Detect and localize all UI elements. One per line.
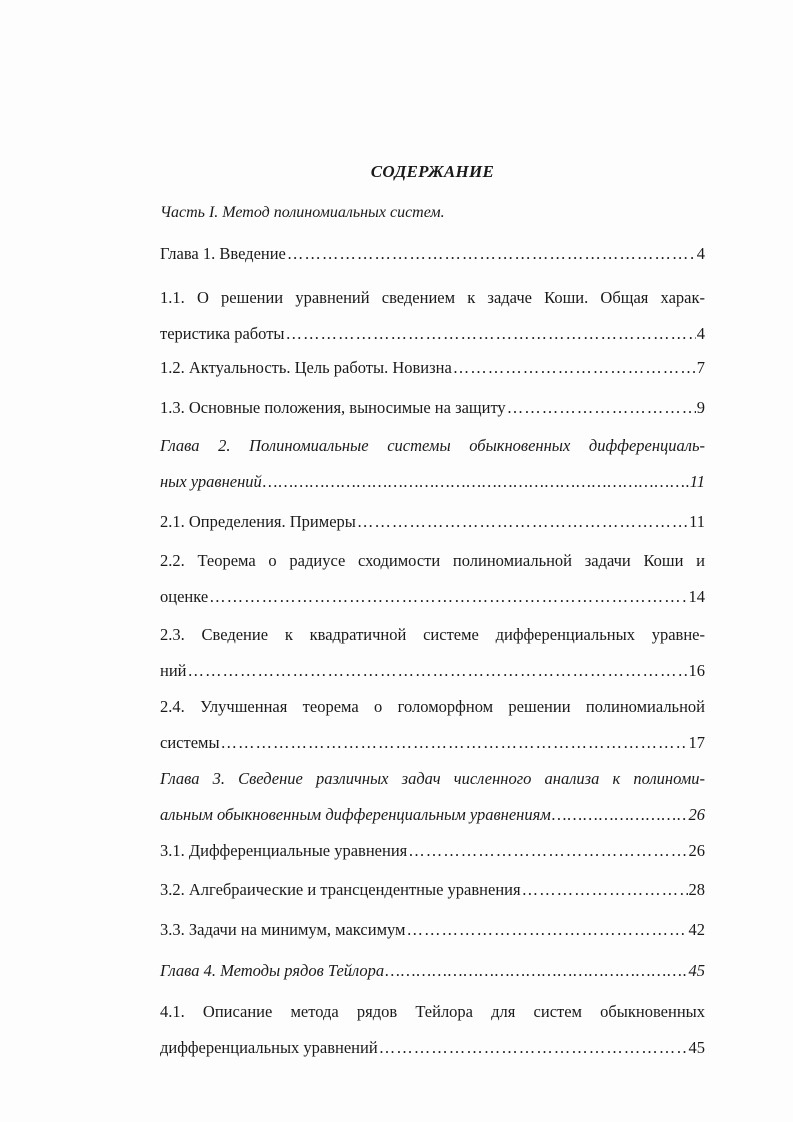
leader-dots: [287, 236, 696, 272]
toc-line: [160, 390, 705, 426]
toc-entry-chapter-3[interactable]: [160, 761, 705, 833]
page-number: 7: [696, 358, 705, 377]
toc-entry-text: 1.3. Основные положения, выносимые на защиту: [160, 398, 506, 417]
toc-entry-chapter-2[interactable]: [160, 428, 705, 500]
toc-entry-text: альным обыкновенным дифференциальным уравнениям: [160, 805, 551, 824]
page-number: 45: [688, 1038, 705, 1057]
leader-dots: [522, 872, 688, 908]
page-number: 28: [688, 880, 705, 899]
toc-line: [160, 653, 705, 689]
toc-entry-1-2[interactable]: [160, 350, 705, 386]
toc-entry-chapter-4[interactable]: [160, 953, 705, 989]
toc-line: Глава 2. Полиномиальные системы обыкновенных дифференциаль-: [160, 436, 705, 455]
leader-dots: [286, 316, 696, 352]
toc-entry-text: дифференциальных уравнений: [160, 1038, 378, 1057]
toc-entry-2-2[interactable]: [160, 543, 705, 615]
toc-entry-text: 2.1. Определения. Примеры: [160, 512, 356, 531]
toc-line: 4.1. Описание метода рядов Тейлора для систем обыкновенных: [160, 1002, 705, 1021]
toc-line: Глава 3. Сведение различных задач численного анализа к полиноми-: [160, 769, 705, 788]
toc-line: [160, 579, 705, 615]
leader-dots: [357, 504, 688, 540]
page-number: 11: [689, 472, 705, 491]
toc-line: [160, 464, 705, 500]
toc-line: 2.2. Теорема о радиусе сходимости полиномиальной задачи Коши и: [160, 551, 705, 570]
toc-line: [160, 504, 705, 540]
toc-line: [160, 953, 705, 989]
page-number: 26: [688, 805, 705, 824]
leader-dots: [221, 725, 688, 761]
toc-entry-3-2[interactable]: [160, 872, 705, 908]
toc-line: [160, 236, 705, 272]
leader-dots: [379, 1030, 688, 1066]
toc-entry-3-1[interactable]: [160, 833, 705, 869]
leader-dots: [209, 579, 687, 615]
toc-line: [160, 872, 705, 908]
toc-entry-1-1[interactable]: [160, 280, 705, 352]
leader-dots: [552, 797, 688, 833]
toc-line: [160, 350, 705, 386]
toc-line: [160, 912, 705, 948]
toc-entry-text: системы: [160, 733, 220, 752]
leader-dots: [263, 464, 689, 500]
toc-entry-text: ний: [160, 661, 187, 680]
page-number: 42: [688, 920, 705, 939]
toc-entry-2-1[interactable]: [160, 504, 705, 540]
leader-dots: [507, 390, 696, 426]
page-number: 16: [688, 661, 705, 680]
toc-line: 2.3. Сведение к квадратичной системе дифференциальных уравне-: [160, 625, 705, 644]
toc-entry-text: оценке: [160, 587, 209, 606]
toc-line: [160, 833, 705, 869]
toc-entry-3-3[interactable]: [160, 912, 705, 948]
toc-entry-text: ных уравнений: [160, 472, 262, 491]
page-number: 26: [688, 841, 705, 860]
page-number: 9: [696, 398, 705, 417]
toc-entry-text: теристика работы: [160, 324, 285, 343]
toc-entry-text: Глава 1. Введение: [160, 244, 286, 263]
toc-entry-chapter-1[interactable]: [160, 236, 705, 272]
toc-line: [160, 1030, 705, 1066]
toc-entry-text: 1.2. Актуальность. Цель работы. Новизна: [160, 358, 452, 377]
leader-dots: [453, 350, 696, 386]
leader-dots: [188, 653, 688, 689]
toc-entry-4-1[interactable]: [160, 994, 705, 1066]
page-number: 14: [688, 587, 705, 606]
toc-entry-text: Глава 4. Методы рядов Тейлора: [160, 961, 385, 980]
toc-entry-1-3[interactable]: [160, 390, 705, 426]
page-number: 4: [696, 324, 705, 343]
toc-entry-text: 3.3. Задачи на минимум, максимум: [160, 920, 406, 939]
toc-entry-2-3[interactable]: [160, 617, 705, 689]
toc-line: [160, 797, 705, 833]
toc-line: 2.4. Улучшенная теорема о голоморфном решении полиномиальной: [160, 697, 705, 716]
page-number: 45: [688, 961, 705, 980]
page-number: 11: [689, 512, 705, 531]
page-number: 17: [688, 733, 705, 752]
part-heading: Часть I. Метод полиномиальных систем.: [160, 204, 445, 221]
toc-entry-2-4[interactable]: [160, 689, 705, 761]
toc-line: 1.1. О решении уравнений сведением к задаче Коши. Общая харак-: [160, 288, 705, 307]
toc-entry-text: 3.1. Дифференциальные уравнения: [160, 841, 408, 860]
leader-dots: [408, 833, 687, 869]
toc-line: [160, 725, 705, 761]
leader-dots: [385, 953, 687, 989]
page-number: 4: [696, 244, 705, 263]
toc-entry-text: 3.2. Алгебраические и трансцендентные уравнения: [160, 880, 521, 899]
page-title: СОДЕРЖАНИЕ: [370, 162, 495, 181]
leader-dots: [406, 912, 687, 948]
toc-line: [160, 316, 705, 352]
